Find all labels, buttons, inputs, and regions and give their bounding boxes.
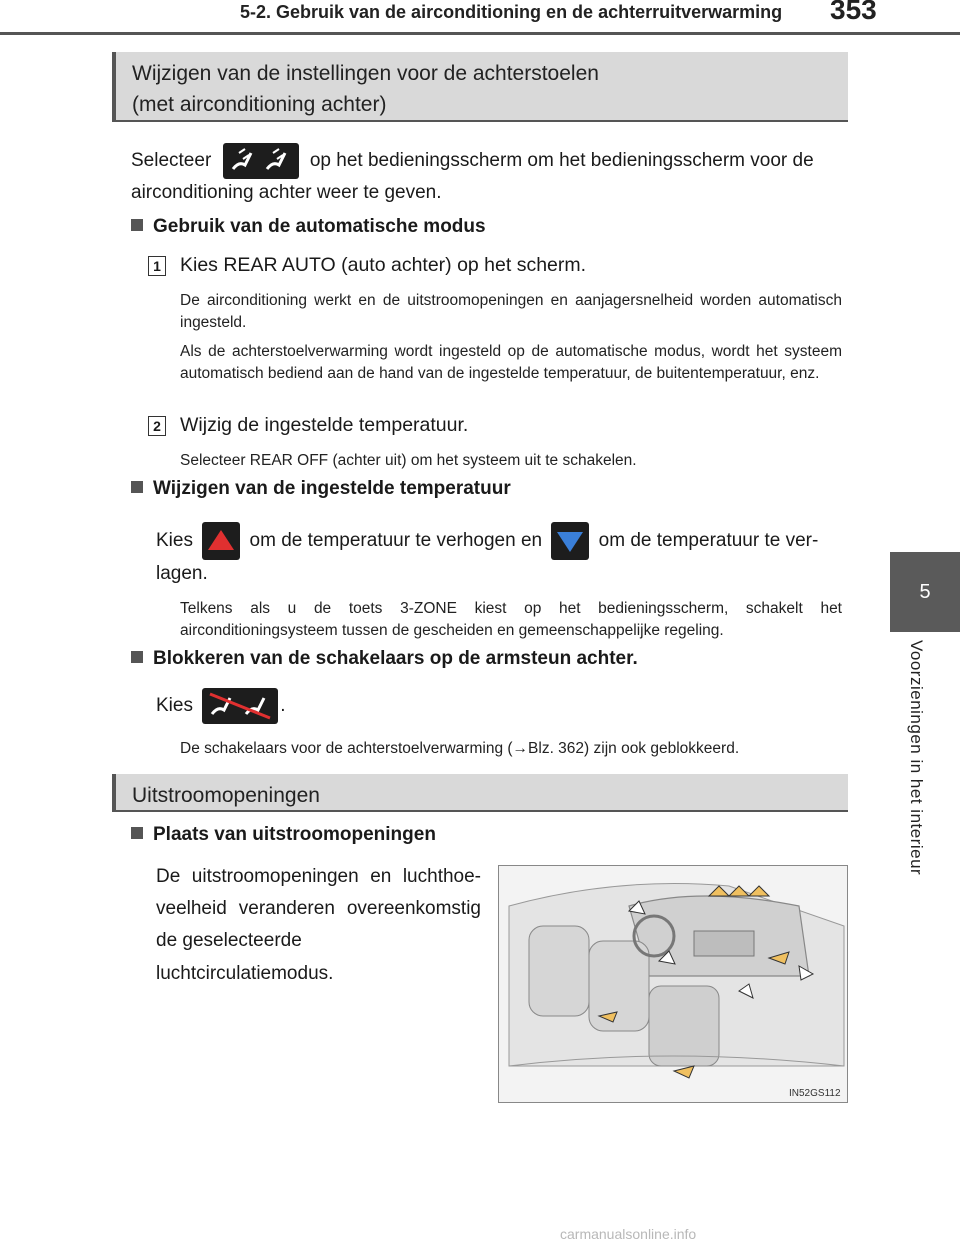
section-title-rear-settings xyxy=(112,52,848,122)
header-rule xyxy=(0,32,960,35)
section-title-line2: (met airconditioning achter) xyxy=(132,93,387,116)
outlets-body-line1: De uitstroomopeningen en luchthoe- xyxy=(156,866,481,887)
figure-code: IN52GS112 xyxy=(789,1088,841,1099)
outlets-heading xyxy=(131,824,436,846)
auto-note-2: Als de achterstoelverwarming wordt ingesteld op de automatische modus, wordt het systeem automatisch bediend aan de hand van de ingestelde temperatuur, de buitentemperatuur, enz. xyxy=(180,343,842,382)
outlets-heading-text: Plaats van uitstroomopeningen xyxy=(153,824,436,845)
bullet-square-icon xyxy=(131,651,143,663)
temperature-note: Telkens als u de toets 3-ZONE kiest op het bedieningsscherm, schakelt het airconditioningsysteem tussen de gescheiden en gemeenschappelijke regeling. xyxy=(180,600,842,639)
lock-paragraph xyxy=(156,688,286,724)
chapter-label: Voorzieningen in het interieur xyxy=(907,640,926,876)
temperature-heading xyxy=(131,478,511,500)
temp-up-arrow-icon[interactable] xyxy=(202,522,240,560)
temp-down-arrow-icon[interactable] xyxy=(551,522,589,560)
lock-period: . xyxy=(280,695,286,717)
section-title-outlets: Uitstroomopeningen xyxy=(112,774,848,812)
intro-text-after: op het bedieningsscherm om het bedieningsscherm voor de xyxy=(309,150,814,172)
watermark: carmanualsonline.info xyxy=(560,1226,697,1242)
car-interior-outlets-figure xyxy=(498,865,848,1103)
temp-down-text: om de temperatuur te ver- xyxy=(598,530,819,552)
auto-note-3: Selecteer REAR OFF (achter uit) om het systeem uit te schakelen. xyxy=(180,452,637,469)
car-interior-illustration xyxy=(499,866,847,1102)
rear-climate-button-icon[interactable] xyxy=(223,143,299,179)
step1-text: Kies REAR AUTO (auto achter) op het scherm. xyxy=(180,254,587,276)
intro-paragraph xyxy=(131,143,851,179)
lock-heading xyxy=(131,648,638,670)
lock-heading-text: Blokkeren van de schakelaars op de armsteun achter. xyxy=(153,648,638,669)
lock-kies-text: Kies xyxy=(156,695,193,717)
outlets-body-line2: veelheid veranderen overeenkomstig xyxy=(156,898,481,919)
bullet-square-icon xyxy=(131,219,143,231)
bullet-square-icon xyxy=(131,481,143,493)
step2-text: Wijzig de ingestelde temperatuur. xyxy=(180,414,469,436)
temp-up-text: om de temperatuur te verhogen en xyxy=(249,530,543,552)
step-number-2: 2 xyxy=(148,416,166,436)
temperature-heading-text: Wijzigen van de ingestelde temperatuur xyxy=(153,478,511,499)
intro-line2: airconditioning achter weer te geven. xyxy=(131,182,442,203)
intro-text-before: Selecteer xyxy=(131,150,212,172)
running-header-title: 5-2. Gebruik van de airconditioning en de achterruitverwarming xyxy=(240,2,783,22)
page-number: 353 xyxy=(830,0,877,25)
rear-switch-lock-icon[interactable] xyxy=(202,688,278,724)
auto-mode-heading xyxy=(131,216,486,238)
outlets-body-line3: de geselecteerde luchtcirculatiemodus. xyxy=(156,930,334,984)
auto-note-1: De airconditioning werkt en de uitstroomopeningen en aanjagersnelheid worden automatisch ingesteld. xyxy=(180,292,842,331)
chapter-number: 5 xyxy=(919,580,931,603)
temperature-paragraph xyxy=(156,522,846,560)
temperature-line2: lagen. xyxy=(156,563,208,584)
kies-text: Kies xyxy=(156,530,193,552)
auto-mode-heading-text: Gebruik van de automatische modus xyxy=(153,216,486,237)
bullet-square-icon xyxy=(131,827,143,839)
chapter-tab[interactable] xyxy=(890,552,960,632)
lock-note: De schakelaars voor de achterstoelverwarming (→Blz. 362) zijn ook geblokkeerd. xyxy=(180,740,740,757)
section-title-line1: Wijzigen van de instellingen voor de achterstoelen xyxy=(132,62,599,85)
step-number-1: 1 xyxy=(148,256,166,276)
